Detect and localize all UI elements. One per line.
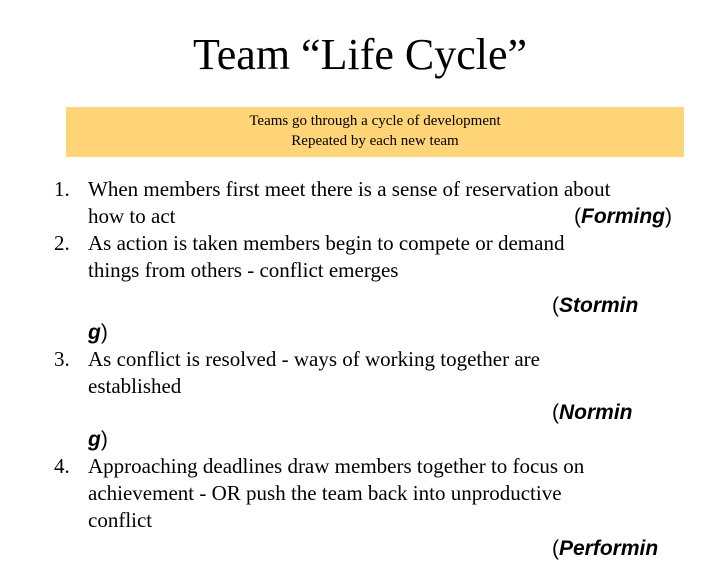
phase-label-norming-part2: g) [88,428,108,451]
list-item-storming [54,230,694,346]
stage-list [54,176,694,562]
phase-label-performing-part1: (Performin [552,537,659,560]
item-number: 2. [54,231,70,255]
item-number: 1. [54,177,70,201]
item-text-line: As action is taken members begin to compete or demand [88,231,565,255]
item-text-line: how to act [88,204,176,228]
item-number: 3. [54,347,70,371]
summary-banner [66,107,684,157]
item-text-line: Approaching deadlines draw members together to focus on [88,454,585,478]
phase-label-norming-part1: (Normin [552,401,633,424]
phase-label-storming-part2: g) [88,321,108,344]
list-item-norming [54,346,694,453]
phase-label-storming-part1: (Stormin [552,294,639,317]
item-text-line: As conflict is resolved - ways of working together are [88,347,540,371]
item-text-line: When members first meet there is a sense of reservation about [88,177,611,201]
phase-label-forming: (Forming) [574,205,672,228]
item-number: 4. [54,454,70,478]
item-text-line: conflict [88,508,153,532]
banner-line-1: Teams go through a cycle of development [249,113,501,129]
slide-title: Team “Life Cycle” [192,30,528,79]
banner-line-2: Repeated by each new team [291,133,459,149]
list-item-performing [54,453,694,562]
item-text-line: established [88,374,182,398]
list-item-forming [54,176,694,230]
item-text-line: achievement - OR push the team back into unproductive [88,481,562,505]
item-text-line: things from others - conflict emerges [88,258,399,282]
